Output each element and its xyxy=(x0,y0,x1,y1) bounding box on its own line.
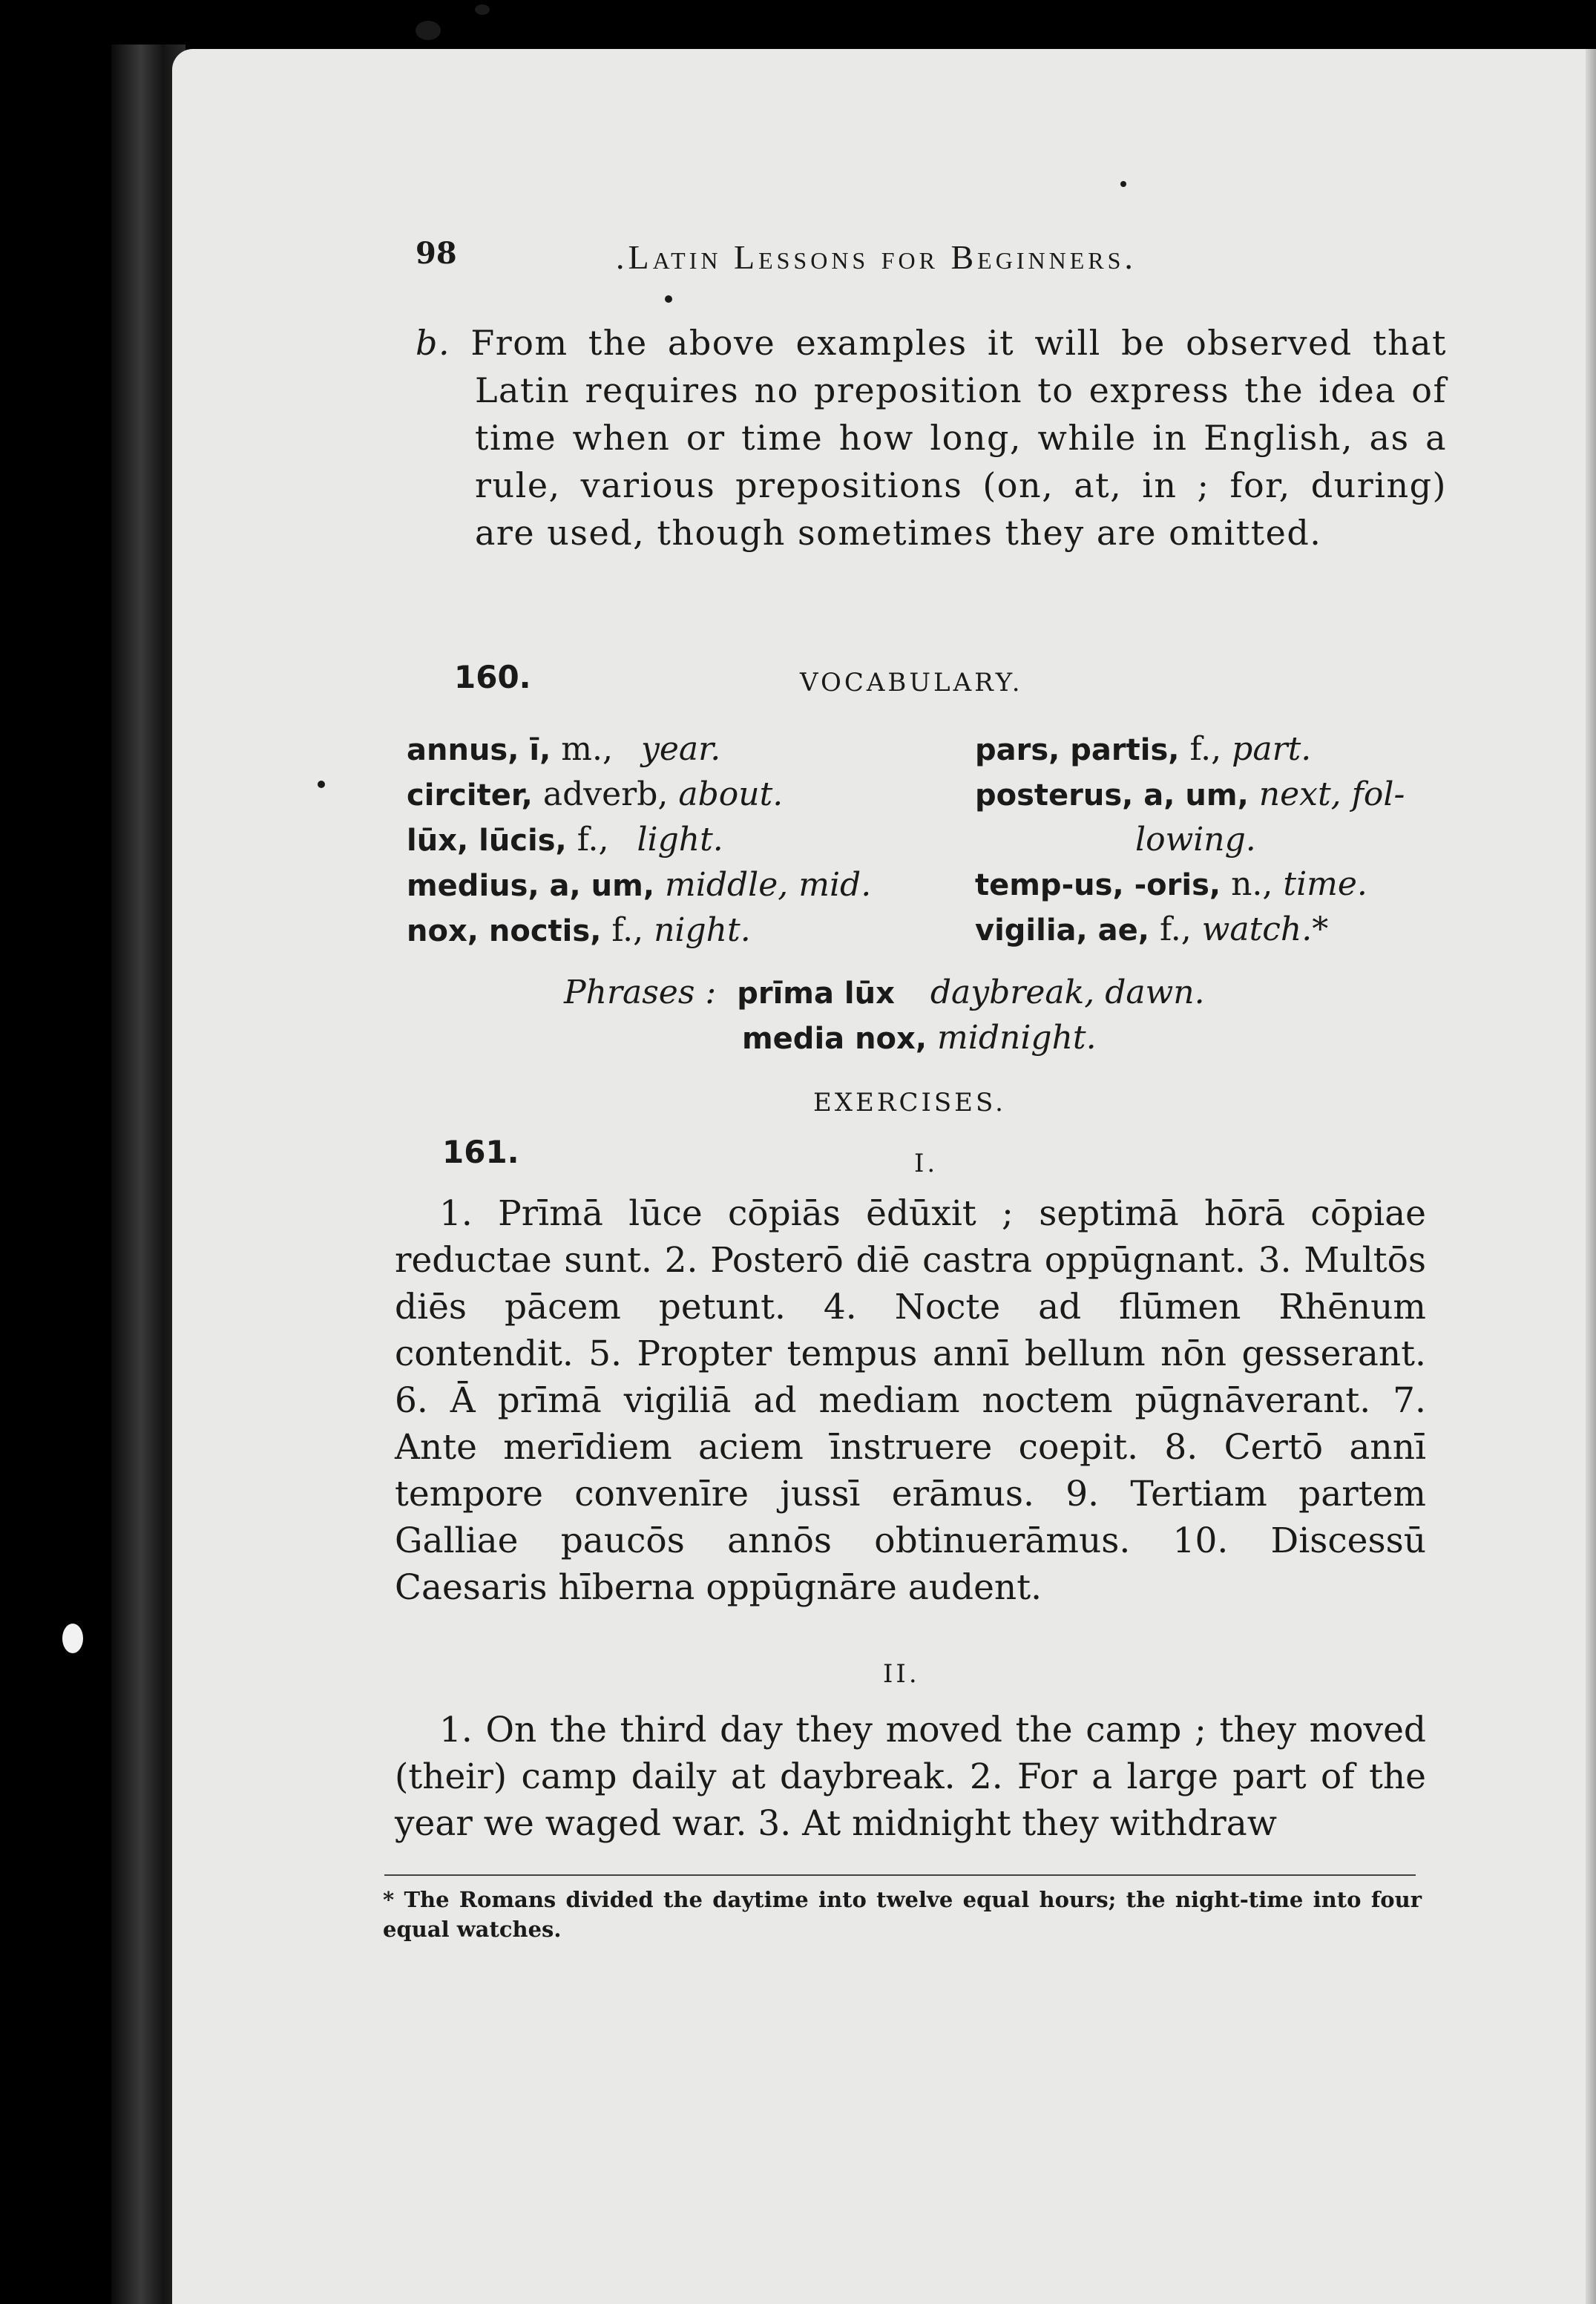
paragraph-text: From the above examples it will be observed that Latin requires no preposition to express the idea of time when or time how long, while in English, as a rule, various prepositions (on, at, in ; for, during) are used, though sometimes they are omitted. xyxy=(470,323,1447,553)
phrases-label: Phrases : xyxy=(564,974,717,1011)
phrase-english: daybreak, dawn. xyxy=(930,974,1205,1011)
vocab-meaning-continued: lowing. xyxy=(1135,821,1256,859)
ink-speck xyxy=(318,781,325,788)
ink-speck xyxy=(475,4,490,15)
phrase-row xyxy=(564,1016,1454,1061)
phrase-latin: prīma lūx xyxy=(737,977,895,1011)
vocab-grammar: f., xyxy=(611,911,644,949)
phrase-latin: media nox, xyxy=(742,1022,927,1056)
vocab-lemma: annus, ī, xyxy=(407,733,551,767)
exercise-part-2-label: II. xyxy=(883,1659,920,1689)
vocab-meaning: time. xyxy=(1283,865,1367,903)
vocab-entry xyxy=(407,772,941,818)
footnote-rule xyxy=(384,1874,1416,1876)
vocab-lemma: pars, partis, xyxy=(975,733,1180,767)
exercise-part-1-text: 1. Prīmā lūce cōpiās ēdūxit ; septimā hōrā cōpiae reductae sunt. 2. Posterō diē castra oppūgnant. 3. Multōs diēs pācem petunt. 4. Nocte ad flūmen Rhēnum contendit. 5. Propter tempus annī bellum nōn gesserant. 6. Ā prīmā vigiliā ad mediam noctem pūgnāverant. 7. Ante merīdiem aciem īnstruere coepit. 8. Certō annī tempore convenīre jussī erāmus. 9. Tertiam partem Galliae paucōs annōs obtinuerāmus. 10. Discessū Caesaris hīberna oppūgnāre audent. xyxy=(395,1193,1426,1608)
head-dot xyxy=(665,295,672,303)
vocab-meaning: next, fol- xyxy=(1258,775,1405,813)
ink-speck xyxy=(416,21,441,40)
vocab-meaning: about. xyxy=(678,775,784,813)
vocab-grammar: n., xyxy=(1231,865,1273,903)
phrase-row xyxy=(564,971,1454,1016)
paragraph-label: b. xyxy=(416,323,451,363)
vocab-meaning: night. xyxy=(654,911,751,949)
vocab-entry xyxy=(407,863,941,908)
vocab-meaning: watch.* xyxy=(1201,910,1329,948)
vocabulary-heading: VOCABULARY. xyxy=(800,668,1023,698)
vocab-left-column xyxy=(407,727,941,954)
exercise-part-1 xyxy=(395,1190,1426,1611)
phrase-english: midnight. xyxy=(937,1019,1097,1057)
vocab-entry xyxy=(407,818,941,863)
vocab-meaning: middle, mid. xyxy=(665,866,872,904)
vocab-meaning: year. xyxy=(640,730,721,768)
paragraph-b xyxy=(416,319,1447,557)
page-number: 98 xyxy=(416,236,457,271)
vocab-lemma: nox, noctis, xyxy=(407,914,602,948)
vocab-grammar: adverb, xyxy=(542,775,669,813)
exercise-part-2 xyxy=(395,1707,1426,1847)
vocab-lemma: lūx, lūcis, xyxy=(407,824,567,858)
page-edge-shadow xyxy=(1586,49,1596,2304)
vocab-lemma: circiter, xyxy=(407,778,533,813)
ink-speck xyxy=(1120,181,1126,187)
exercise-part-1-label: I. xyxy=(914,1149,939,1178)
vocab-lemma: medius, a, um, xyxy=(407,869,655,903)
vocab-entry xyxy=(975,818,1465,862)
section-number-160: 160. xyxy=(454,659,531,695)
vocab-grammar: f., xyxy=(1189,730,1222,768)
ink-speck xyxy=(62,1624,83,1653)
phrases-block xyxy=(564,971,1454,1061)
exercises-heading: EXERCISES. xyxy=(813,1088,1006,1117)
footnote: * The Romans divided the daytime into twelve equal hours; the night-time into four equal watches. xyxy=(383,1887,1422,1942)
vocab-entry xyxy=(407,908,941,954)
vocab-entry xyxy=(975,772,1465,818)
vocab-lemma: posterus, a, um, xyxy=(975,778,1249,813)
vocab-lemma: vigilia, ae, xyxy=(975,913,1149,948)
vocab-meaning: part. xyxy=(1232,730,1312,768)
running-head-title: .Latin Lessons for Beginners. xyxy=(616,238,1137,276)
vocab-entry xyxy=(975,862,1465,908)
vocab-entry xyxy=(407,727,941,772)
exercise-part-2-text: 1. On the third day they moved the camp ; they moved (their) camp daily at daybreak. 2. For a large part of the year we waged war. 3. At midnight they withdraw xyxy=(395,1710,1426,1844)
vocab-entry xyxy=(975,908,1465,953)
section-number-161: 161. xyxy=(442,1134,519,1170)
vocab-grammar: m., xyxy=(561,730,613,768)
vocab-grammar: f., xyxy=(1159,910,1192,948)
vocab-right-column xyxy=(975,727,1465,953)
vocab-meaning: light. xyxy=(637,821,723,859)
vocab-lemma: temp-us, -oris, xyxy=(975,868,1221,902)
vocab-entry xyxy=(975,727,1465,772)
vocab-grammar: f., xyxy=(577,821,609,859)
